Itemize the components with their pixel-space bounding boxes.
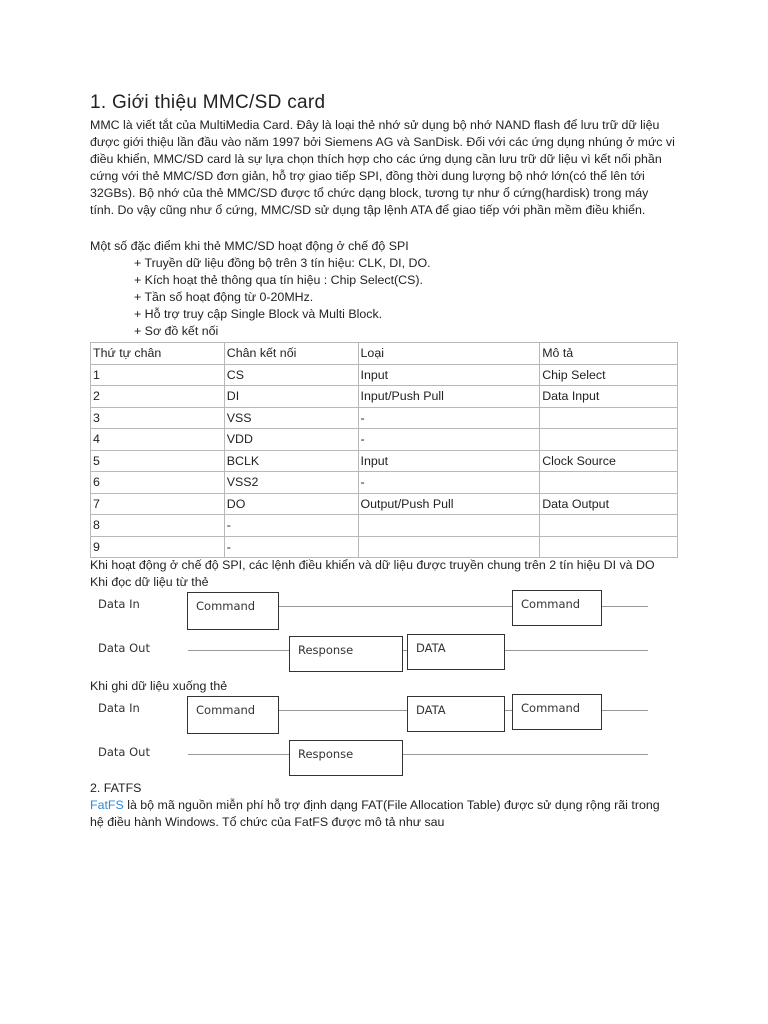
header-cell: Chân kết nối xyxy=(224,343,358,365)
table-cell: BCLK xyxy=(224,450,358,472)
data-out-label: Data Out xyxy=(98,745,150,759)
command-box: Command xyxy=(512,590,602,626)
intro-line: điều khiển, MMC/SD card là sự lựa chọn thích hợp cho các ứng dụng cần lưu trữ dữ liệu vì kết nối phần xyxy=(90,152,662,166)
data-in-label: Data In xyxy=(98,701,140,715)
spi-note: Khi hoạt động ở chế độ SPI, các lệnh điều khiển và dữ liệu được truyền chung trên 2 tín hiệu DI và DO xyxy=(90,558,655,572)
fatfs-line: hệ điều hành Windows. Tổ chức của FatFS được mô tả như sau xyxy=(90,815,445,829)
table-row xyxy=(91,472,678,494)
header-cell: Mô tả xyxy=(540,343,678,365)
command-box: Command xyxy=(187,696,279,734)
table-cell: - xyxy=(358,472,540,494)
table-cell: Input xyxy=(358,364,540,386)
feature-item: + Sơ đồ kết nối xyxy=(134,324,219,338)
table-row xyxy=(91,536,678,558)
intro-line: 32GBs). Bộ nhớ của thẻ MMC/SD được tổ chức dạng block, tương tự như ổ cứng(hardisk) trong máy xyxy=(90,186,649,200)
table-cell: VDD xyxy=(224,429,358,451)
fatfs-line-text: là bộ mã nguồn miễn phí hỗ trợ định dạng FAT(File Allocation Table) được sử dụng rộng rãi trong xyxy=(123,798,660,812)
table-cell: 1 xyxy=(91,364,225,386)
table-cell xyxy=(540,536,678,558)
table-row xyxy=(91,386,678,408)
header-cell: Thứ tự chân xyxy=(91,343,225,365)
data-in-label: Data In xyxy=(98,597,140,611)
response-box: Response xyxy=(289,636,403,672)
write-heading: Khi ghi dữ liệu xuống thẻ xyxy=(90,679,228,693)
table-cell: - xyxy=(224,515,358,537)
features-heading: Một số đặc điểm khi thẻ MMC/SD hoạt động ở chế độ SPI xyxy=(90,239,409,253)
table-cell: 6 xyxy=(91,472,225,494)
table-row xyxy=(91,407,678,429)
table-cell: VSS2 xyxy=(224,472,358,494)
intro-line: được giới thiệu lần đầu vào năm 1997 bởi Siemens AG và SanDisk. Đối với các ứng dụng nhúng ở mức vi xyxy=(90,135,675,149)
table-cell: 7 xyxy=(91,493,225,515)
table-cell: Data Output xyxy=(540,493,678,515)
table-cell: Chip Select xyxy=(540,364,678,386)
table-row xyxy=(91,429,678,451)
command-box: Command xyxy=(187,592,279,630)
table-cell: Input/Push Pull xyxy=(358,386,540,408)
table-cell xyxy=(540,472,678,494)
read-heading: Khi đọc dữ liệu từ thẻ xyxy=(90,575,209,589)
table-cell: CS xyxy=(224,364,358,386)
response-box: Response xyxy=(289,740,403,776)
section-2-title: 2. FATFS xyxy=(90,781,142,795)
table-cell: - xyxy=(358,407,540,429)
table-cell: 5 xyxy=(91,450,225,472)
pin-table xyxy=(90,342,678,558)
header-cell: Loại xyxy=(358,343,540,365)
write-timing-diagram xyxy=(90,694,650,774)
intro-line: MMC là viết tắt của MultiMedia Card. Đây là loại thẻ nhớ sử dụng bộ nhớ NAND flash để lưu trữ dữ liệu xyxy=(90,118,660,132)
command-box: Command xyxy=(512,694,602,730)
table-row xyxy=(91,493,678,515)
table-cell: 4 xyxy=(91,429,225,451)
table-cell xyxy=(540,515,678,537)
feature-item: + Hỗ trợ truy cập Single Block và Multi Block. xyxy=(134,307,383,321)
table-cell: DI xyxy=(224,386,358,408)
table-cell: VSS xyxy=(224,407,358,429)
table-cell: Data Input xyxy=(540,386,678,408)
table-cell: - xyxy=(358,429,540,451)
table-cell: 2 xyxy=(91,386,225,408)
table-cell xyxy=(358,515,540,537)
table-cell xyxy=(540,429,678,451)
table-row xyxy=(91,515,678,537)
table-cell: Input xyxy=(358,450,540,472)
table-row xyxy=(91,364,678,386)
table-row xyxy=(91,450,678,472)
intro-line: tính. Do vậy cũng như ổ cứng, MMC/SD sử dụng tập lệnh ATA để giao tiếp với phần mềm điều khiển. xyxy=(90,203,646,217)
data-box: DATA xyxy=(407,634,505,670)
section-1-title: 1. Giới thiệu MMC/SD card xyxy=(90,92,326,113)
read-timing-diagram xyxy=(90,590,650,670)
data-box: DATA xyxy=(407,696,505,732)
feature-item: + Truyền dữ liệu đồng bộ trên 3 tín hiệu: CLK, DI, DO. xyxy=(134,256,431,270)
table-cell: 9 xyxy=(91,536,225,558)
table-cell xyxy=(540,407,678,429)
fatfs-link[interactable]: FatFS xyxy=(90,798,124,812)
table-header-row xyxy=(91,343,678,365)
intro-line: cứng với thẻ MMC/SD đơn giản, hỗ trợ giao tiếp SPI, đồng thời dung lượng bộ nhớ lớn(có thể lên tới xyxy=(90,169,645,183)
feature-item: + Kích hoạt thẻ thông qua tín hiệu : Chip Select(CS). xyxy=(134,273,423,287)
table-cell: 8 xyxy=(91,515,225,537)
table-cell xyxy=(358,536,540,558)
data-out-line xyxy=(188,754,648,755)
fatfs-line xyxy=(90,797,660,814)
data-out-label: Data Out xyxy=(98,641,150,655)
table-cell: 3 xyxy=(91,407,225,429)
table-cell: Output/Push Pull xyxy=(358,493,540,515)
feature-item: + Tần số hoạt động từ 0-20MHz. xyxy=(134,290,314,304)
table-cell: DO xyxy=(224,493,358,515)
table-cell: - xyxy=(224,536,358,558)
table-cell: Clock Source xyxy=(540,450,678,472)
